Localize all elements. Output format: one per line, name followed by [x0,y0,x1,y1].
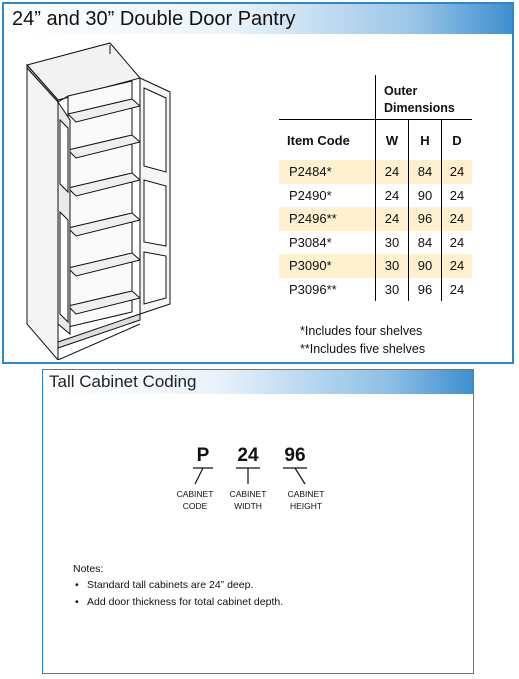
width-cell: 30 [376,278,409,302]
shelf-note-five: **Includes five shelves [300,342,426,356]
code-part-cabinet-code: P [196,445,210,466]
outer-dimensions-header: Outer Dimensions [376,75,473,120]
pantry-panel [2,2,514,364]
item-code-cell: P3090* [279,254,376,278]
depth-cell: 24 [442,160,473,184]
width-cell: 24 [376,160,409,184]
width-cell: 24 [376,184,409,208]
height-cell: 84 [409,160,442,184]
coding-panel [42,369,474,674]
item-code-cell: P2490* [289,187,332,203]
bullet-icon: • [75,596,79,608]
table-row [279,231,472,255]
shelf-note-four: *Includes four shelves [300,324,423,338]
panel-title: Tall Cabinet Coding [43,370,473,394]
height-cell: 96 [409,278,442,302]
item-code-cell: P3084* [289,234,332,250]
depth-cell: 24 [442,207,473,231]
code-part-cabinet-height: 96 [284,445,306,466]
height-cell: 96 [409,207,442,231]
depth-cell: 24 [442,278,473,302]
panel-title: 24” and 30” Double Door Pantry [4,4,512,34]
dimensions-table [279,75,472,301]
table-row [279,160,472,184]
bullet-icon: • [75,579,79,591]
notes-list [73,577,283,611]
item-code-cell: P2484* [279,160,376,184]
height-cell: 84 [409,231,442,255]
item-code-cell: P2496** [279,207,376,231]
table-row [279,207,472,231]
notes-title: Notes: [73,563,104,575]
label-cabinet-height: CABINET HEIGHT [287,489,325,511]
column-header-d: D [442,120,473,161]
table-row [279,254,472,278]
item-code-cell: P3096** [289,281,337,297]
code-part-cabinet-width: 24 [237,445,259,466]
table-row [279,184,472,208]
height-cell: 90 [409,254,442,278]
depth-cell: 24 [442,254,473,278]
width-cell: 30 [376,231,409,255]
width-cell: 30 [376,254,409,278]
label-cabinet-width: CABINET WIDTH [229,489,267,511]
list-item: • Add door thickness for total cabinet depth. [73,594,283,611]
label-cabinet-code: CABINET CODE [176,489,214,511]
depth-cell: 24 [442,184,473,208]
list-item: • Standard tall cabinets are 24” deep. [73,577,283,594]
depth-cell: 24 [442,231,473,255]
column-header-w: W [376,120,409,161]
column-header-item-code: Item Code [279,120,376,161]
pantry-cabinet-illustration [22,42,182,360]
table-row [279,278,472,302]
height-cell: 90 [409,184,442,208]
column-header-h: H [409,120,442,161]
width-cell: 24 [376,207,409,231]
